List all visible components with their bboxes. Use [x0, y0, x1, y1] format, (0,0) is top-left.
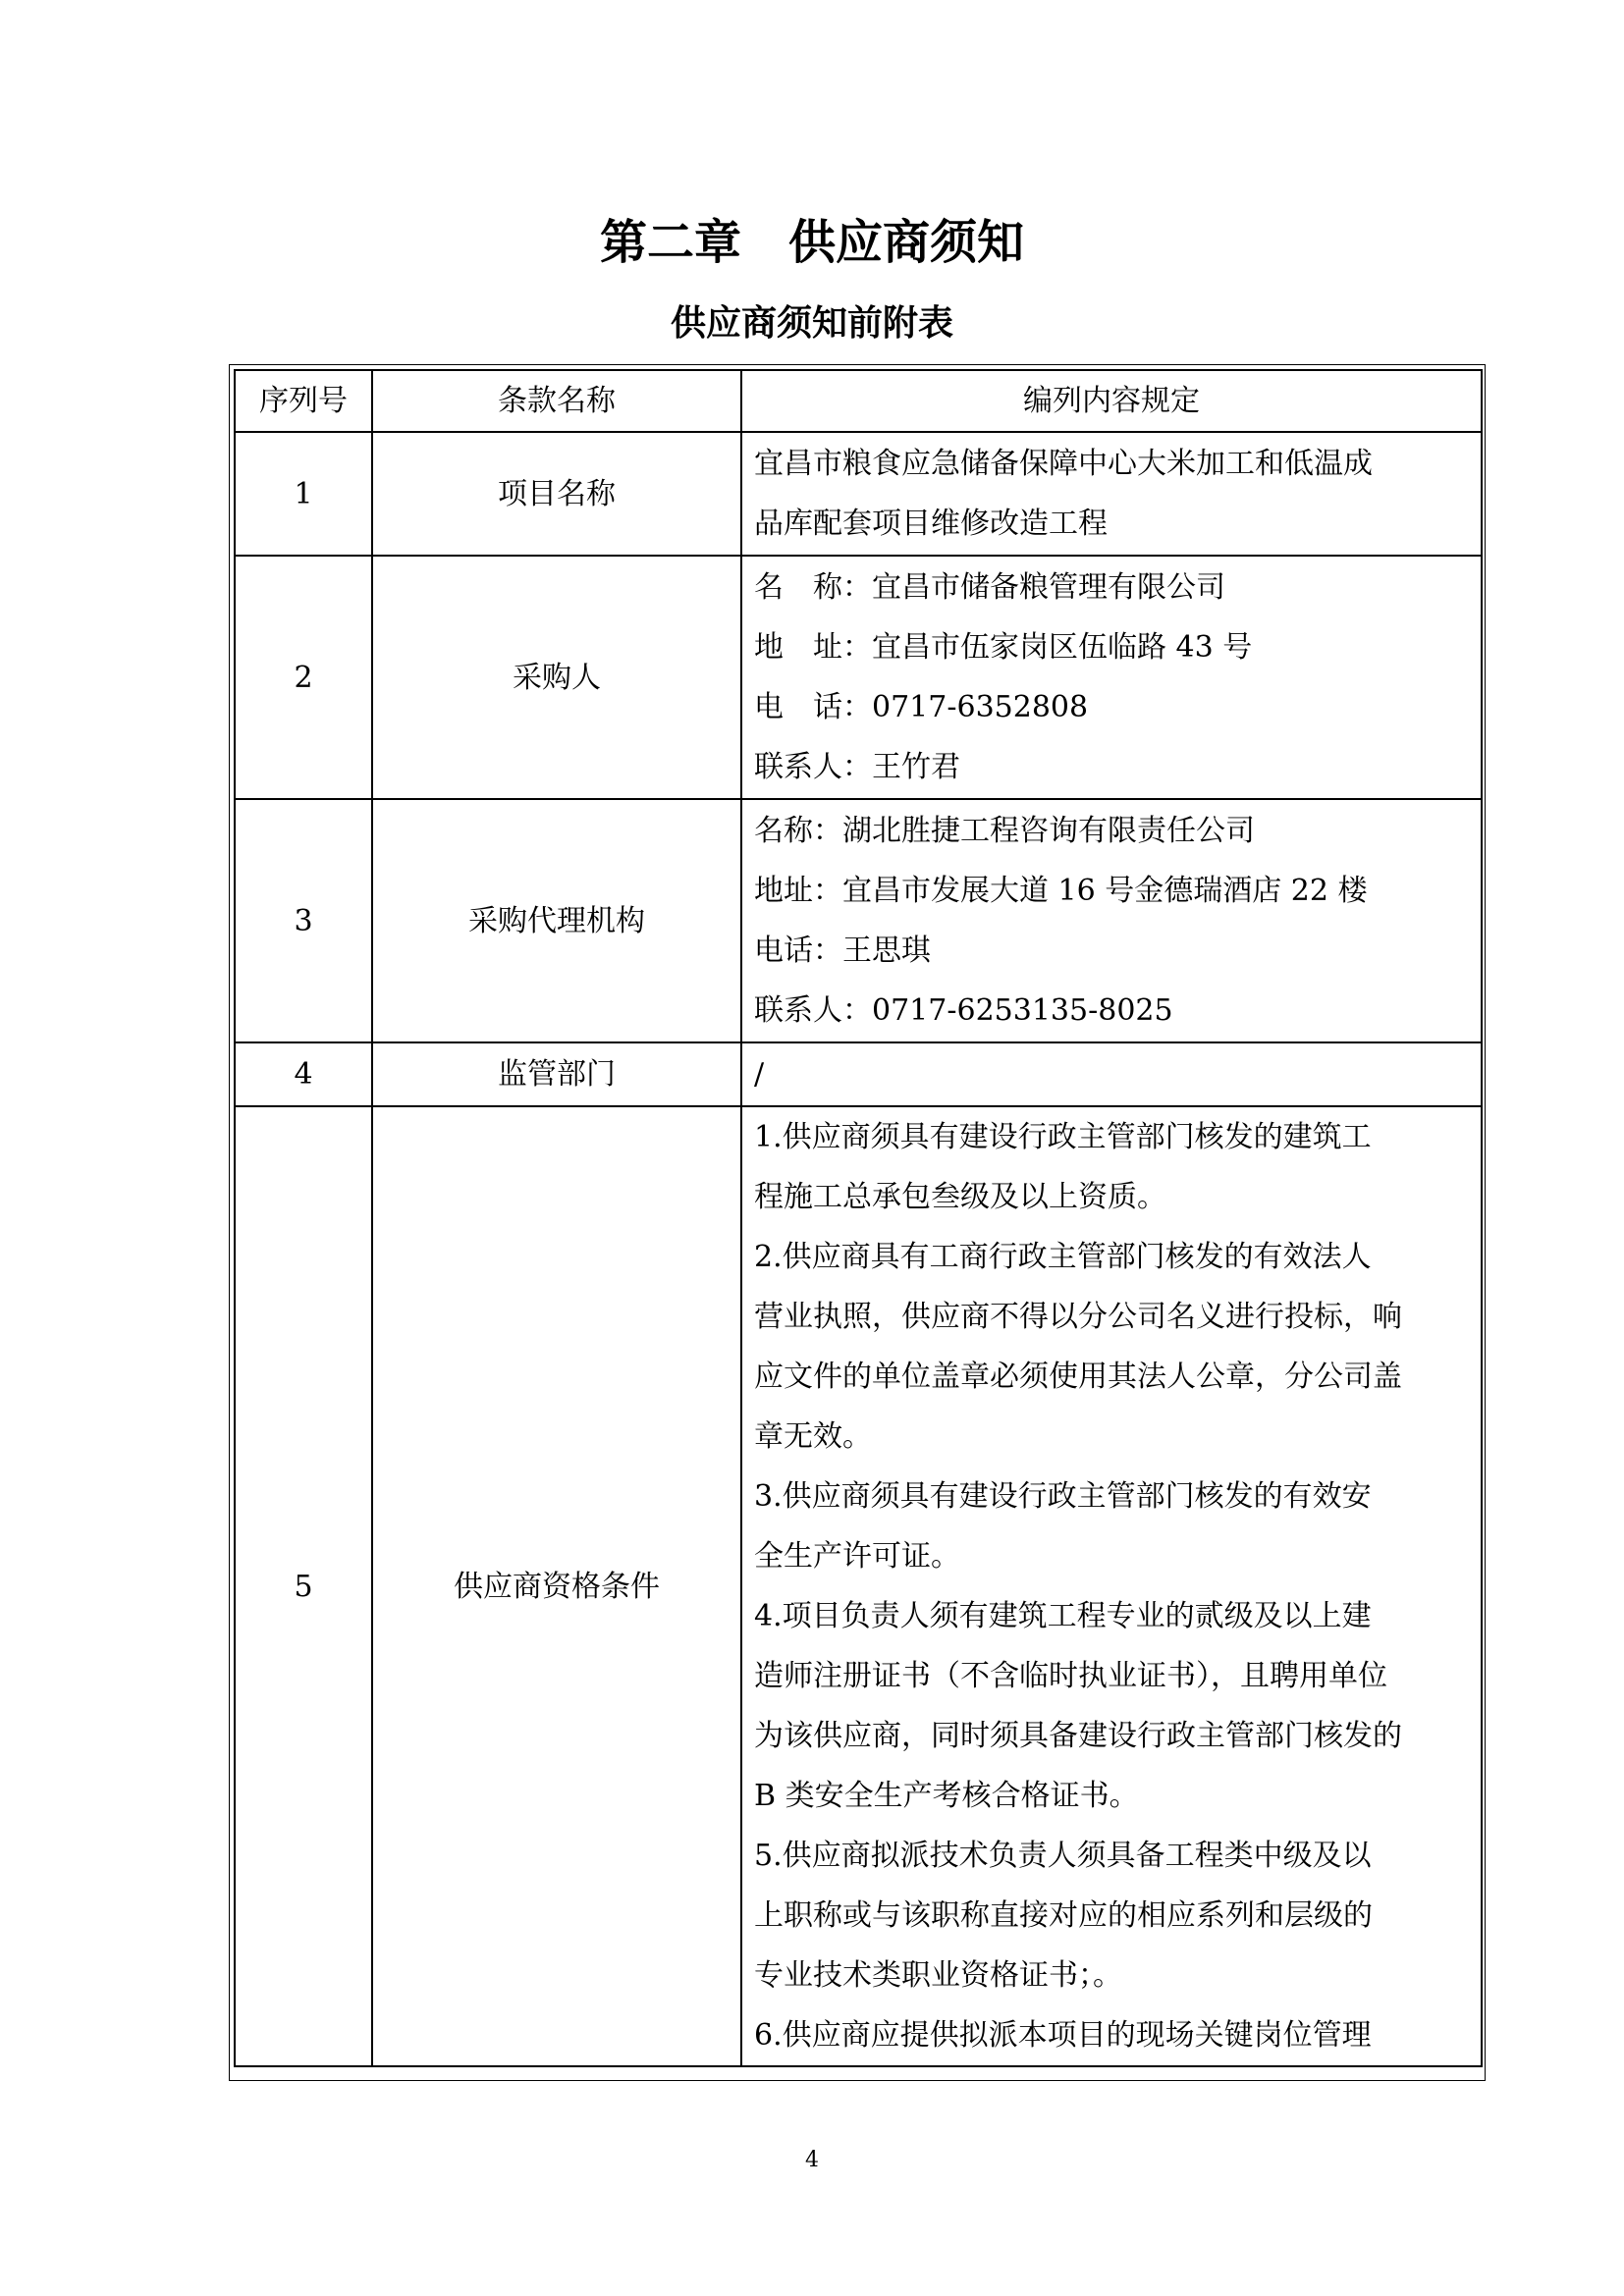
chapter-title: 第二章 供应商须知	[599, 215, 1024, 270]
content-line: 地 址：宜昌市伍家岗区伍临路 43 号	[754, 630, 1253, 665]
row-content	[741, 799, 1482, 1042]
row-content	[741, 432, 1482, 556]
content-line: 全生产许可证。	[754, 1539, 960, 1574]
content-line: 地址：宜昌市发展大道 16 号金德瑞酒店 22 楼	[754, 874, 1368, 908]
page-number: 4	[805, 2148, 819, 2172]
content-line: 为该供应商，同时须具备建设行政主管部门核发的	[754, 1719, 1402, 1753]
table-row	[235, 799, 1482, 1042]
table-row	[235, 432, 1482, 556]
content-line: 宜昌市粮食应急储备保障中心大米加工和低温成	[754, 447, 1373, 481]
table-row	[235, 1106, 1482, 2066]
table-header-row	[235, 370, 1482, 432]
row-name: 项目名称	[372, 432, 741, 556]
content-line: 造师注册证书（不含临时执业证书），且聘用单位	[754, 1659, 1387, 1693]
row-seq: 3	[235, 799, 372, 1042]
row-content	[741, 1042, 1482, 1106]
content-line: 营业执照，供应商不得以分公司名义进行投标，响	[754, 1300, 1402, 1334]
content-line: 专业技术类职业资格证书；。	[754, 1958, 1122, 1993]
row-seq: 2	[235, 556, 372, 799]
header-content: 编列内容规定	[741, 370, 1482, 432]
content-line: 1.供应商须具有建设行政主管部门核发的建筑工	[754, 1120, 1372, 1154]
supplier-notice-table	[234, 369, 1483, 2067]
content-line: 名称：湖北胜捷工程咨询有限责任公司	[754, 814, 1255, 848]
content-line: 章无效。	[754, 1419, 872, 1454]
row-seq: 4	[235, 1042, 372, 1106]
table-title: 供应商须知前附表	[670, 303, 953, 344]
content-line: 应文件的单位盖章必须使用其法人公章，分公司盖	[754, 1360, 1402, 1394]
content-line: 上职称或与该职称直接对应的相应系列和层级的	[754, 1898, 1373, 1933]
content-line: 品库配套项目维修改造工程	[754, 507, 1108, 541]
content-line: 3.供应商须具有建设行政主管部门核发的有效安	[754, 1479, 1372, 1514]
row-name: 供应商资格条件	[372, 1106, 741, 2066]
table-row	[235, 556, 1482, 799]
header-seq: 序列号	[235, 370, 372, 432]
row-content	[741, 556, 1482, 799]
content-line: 名 称：宜昌市储备粮管理有限公司	[754, 570, 1225, 605]
content-line: 程施工总承包叁级及以上资质。	[754, 1180, 1166, 1214]
content-line: 5.供应商拟派技术负责人须具备工程类中级及以	[754, 1839, 1372, 1873]
content-line: 2.供应商具有工商行政主管部门核发的有效法人	[754, 1240, 1372, 1274]
content-line: B 类安全生产考核合格证书。	[754, 1779, 1139, 1813]
table-row	[235, 1042, 1482, 1106]
content-line: /	[754, 1057, 765, 1092]
header-name: 条款名称	[372, 370, 741, 432]
content-line: 电 话：0717-6352808	[754, 690, 1089, 724]
row-seq: 5	[235, 1106, 372, 2066]
row-content	[741, 1106, 1482, 2066]
content-line: 联系人：王竹君	[754, 750, 960, 784]
row-name: 采购人	[372, 556, 741, 799]
row-name: 监管部门	[372, 1042, 741, 1106]
content-line: 联系人：0717-6253135-8025	[754, 993, 1173, 1028]
content-line: 6.供应商应提供拟派本项目的现场关键岗位管理	[754, 2018, 1372, 2053]
row-seq: 1	[235, 432, 372, 556]
content-line: 4.项目负责人须有建筑工程专业的贰级及以上建	[754, 1599, 1372, 1633]
content-line: 电话：王思琪	[754, 934, 931, 968]
row-name: 采购代理机构	[372, 799, 741, 1042]
